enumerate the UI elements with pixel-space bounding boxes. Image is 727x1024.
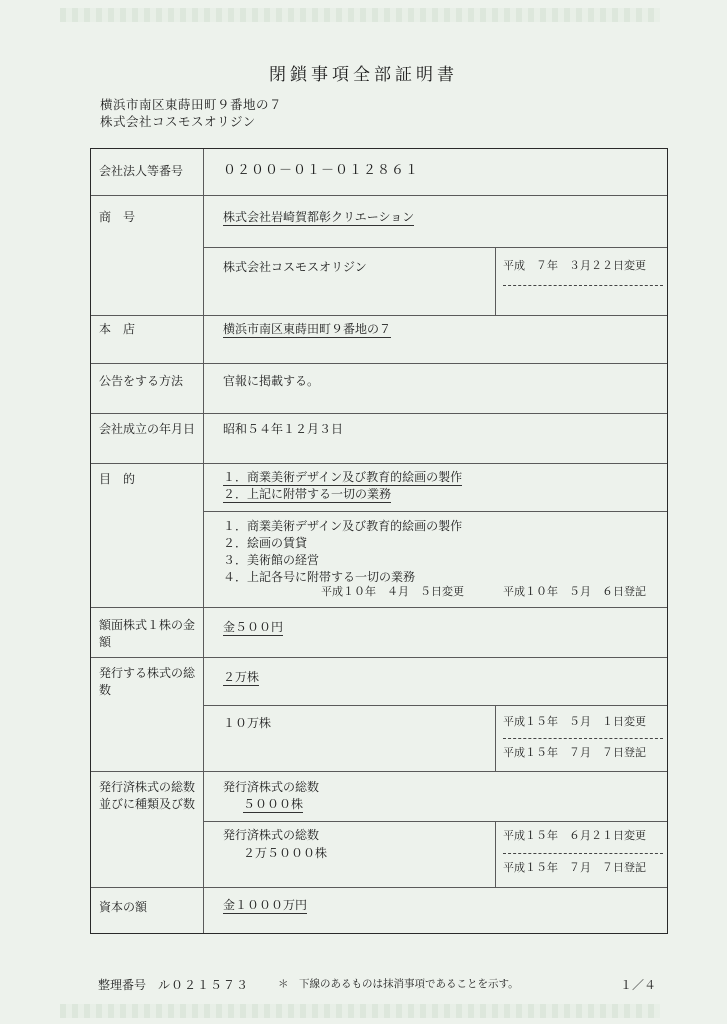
security-pattern-bottom: [60, 1004, 660, 1018]
issued-shares-old-title: 発行済株式の総数: [223, 780, 320, 794]
head-office-value: 横浜市南区東蒔田町９番地の７: [223, 322, 392, 336]
document-title: 閉鎖事項全部証明書: [269, 65, 458, 85]
purpose-old-item-1: １．商業美術デザイン及び教育的絵画の製作: [223, 470, 463, 484]
notice-method-label: 公告をする方法: [99, 374, 184, 388]
authorized-shares-change-note: 平成１５年 ５月 １日変更: [503, 715, 646, 728]
purpose-change-note: 平成１０年 ４月 ５日変更: [321, 585, 464, 598]
trade-name-new: 株式会社コスモスオリジン: [223, 260, 367, 274]
corp-number-value: ０２００－０１－０１２８６１: [223, 163, 420, 178]
label-column-divider: [203, 149, 204, 933]
issued-shares-new-value: ２万５０００株: [243, 846, 328, 860]
trade-name-label: 商 号: [99, 210, 136, 224]
establishment-value: 昭和５４年１２月３日: [223, 422, 344, 436]
purpose-new-item-4: ４．上記各号に附帯する一切の業務: [223, 570, 416, 584]
reference-number: ル０２１５７３: [158, 978, 250, 992]
issued-shares-label-2: 並びに種類及び数: [99, 797, 196, 811]
par-value-value: 金５００円: [223, 620, 284, 634]
trade-name-old: 株式会社岩崎賀都彰クリエーション: [223, 210, 415, 224]
purpose-new-item-1: １．商業美術デザイン及び教育的絵画の製作: [223, 519, 463, 533]
authorized-shares-old: ２万株: [223, 670, 260, 684]
issued-shares-change-note: 平成１５年 ６月２１日変更: [503, 829, 646, 842]
purpose-register-note: 平成１０年 ５月 ６日登記: [503, 585, 646, 598]
authorized-shares-new: １０万株: [223, 716, 272, 730]
purpose-label: 目 的: [99, 472, 136, 486]
purpose-new-item-3: ３．美術館の経営: [223, 553, 320, 567]
issued-shares-register-note: 平成１５年 ７月 ７日登記: [503, 861, 646, 874]
page-number: １／４: [620, 978, 657, 992]
authorized-shares-label-1: 発行する株式の総: [99, 666, 196, 680]
issued-shares-old-value: ５０００株: [243, 797, 304, 811]
notice-method-value: 官報に掲載する。: [223, 374, 320, 388]
establishment-label: 会社成立の年月日: [99, 422, 196, 436]
authorized-shares-label-2: 数: [99, 683, 112, 697]
par-value-label-2: 額: [99, 635, 112, 649]
strikethrough-legend: ＊ 下線のあるものは抹消事項であることを示す。: [278, 978, 519, 990]
par-value-label-1: 額面株式１株の金: [99, 618, 196, 632]
authorized-shares-register-note: 平成１５年 ７月 ７日登記: [503, 746, 646, 759]
head-office-label: 本 店: [99, 322, 136, 336]
capital-value: 金１０００万円: [223, 898, 308, 912]
company-name-heading: 株式会社コスモスオリジン: [100, 114, 256, 129]
security-pattern-top: [60, 8, 660, 22]
capital-label: 資本の額: [99, 900, 148, 914]
issued-shares-new-title: 発行済株式の総数: [223, 828, 320, 842]
corp-number-label: 会社法人等番号: [99, 164, 184, 178]
purpose-new-item-2: ２．絵画の賃貸: [223, 536, 308, 550]
purpose-old-item-2: ２．上記に附帯する一切の業務: [223, 487, 392, 501]
issued-shares-label-1: 発行済株式の総数: [99, 780, 196, 794]
registry-table: [90, 148, 668, 934]
reference-label: 整理番号: [98, 978, 147, 992]
trade-name-change-note: 平成 ７年 ３月２２日変更: [503, 259, 646, 272]
address-line-1: 横浜市南区東蒔田町９番地の７: [100, 97, 283, 112]
